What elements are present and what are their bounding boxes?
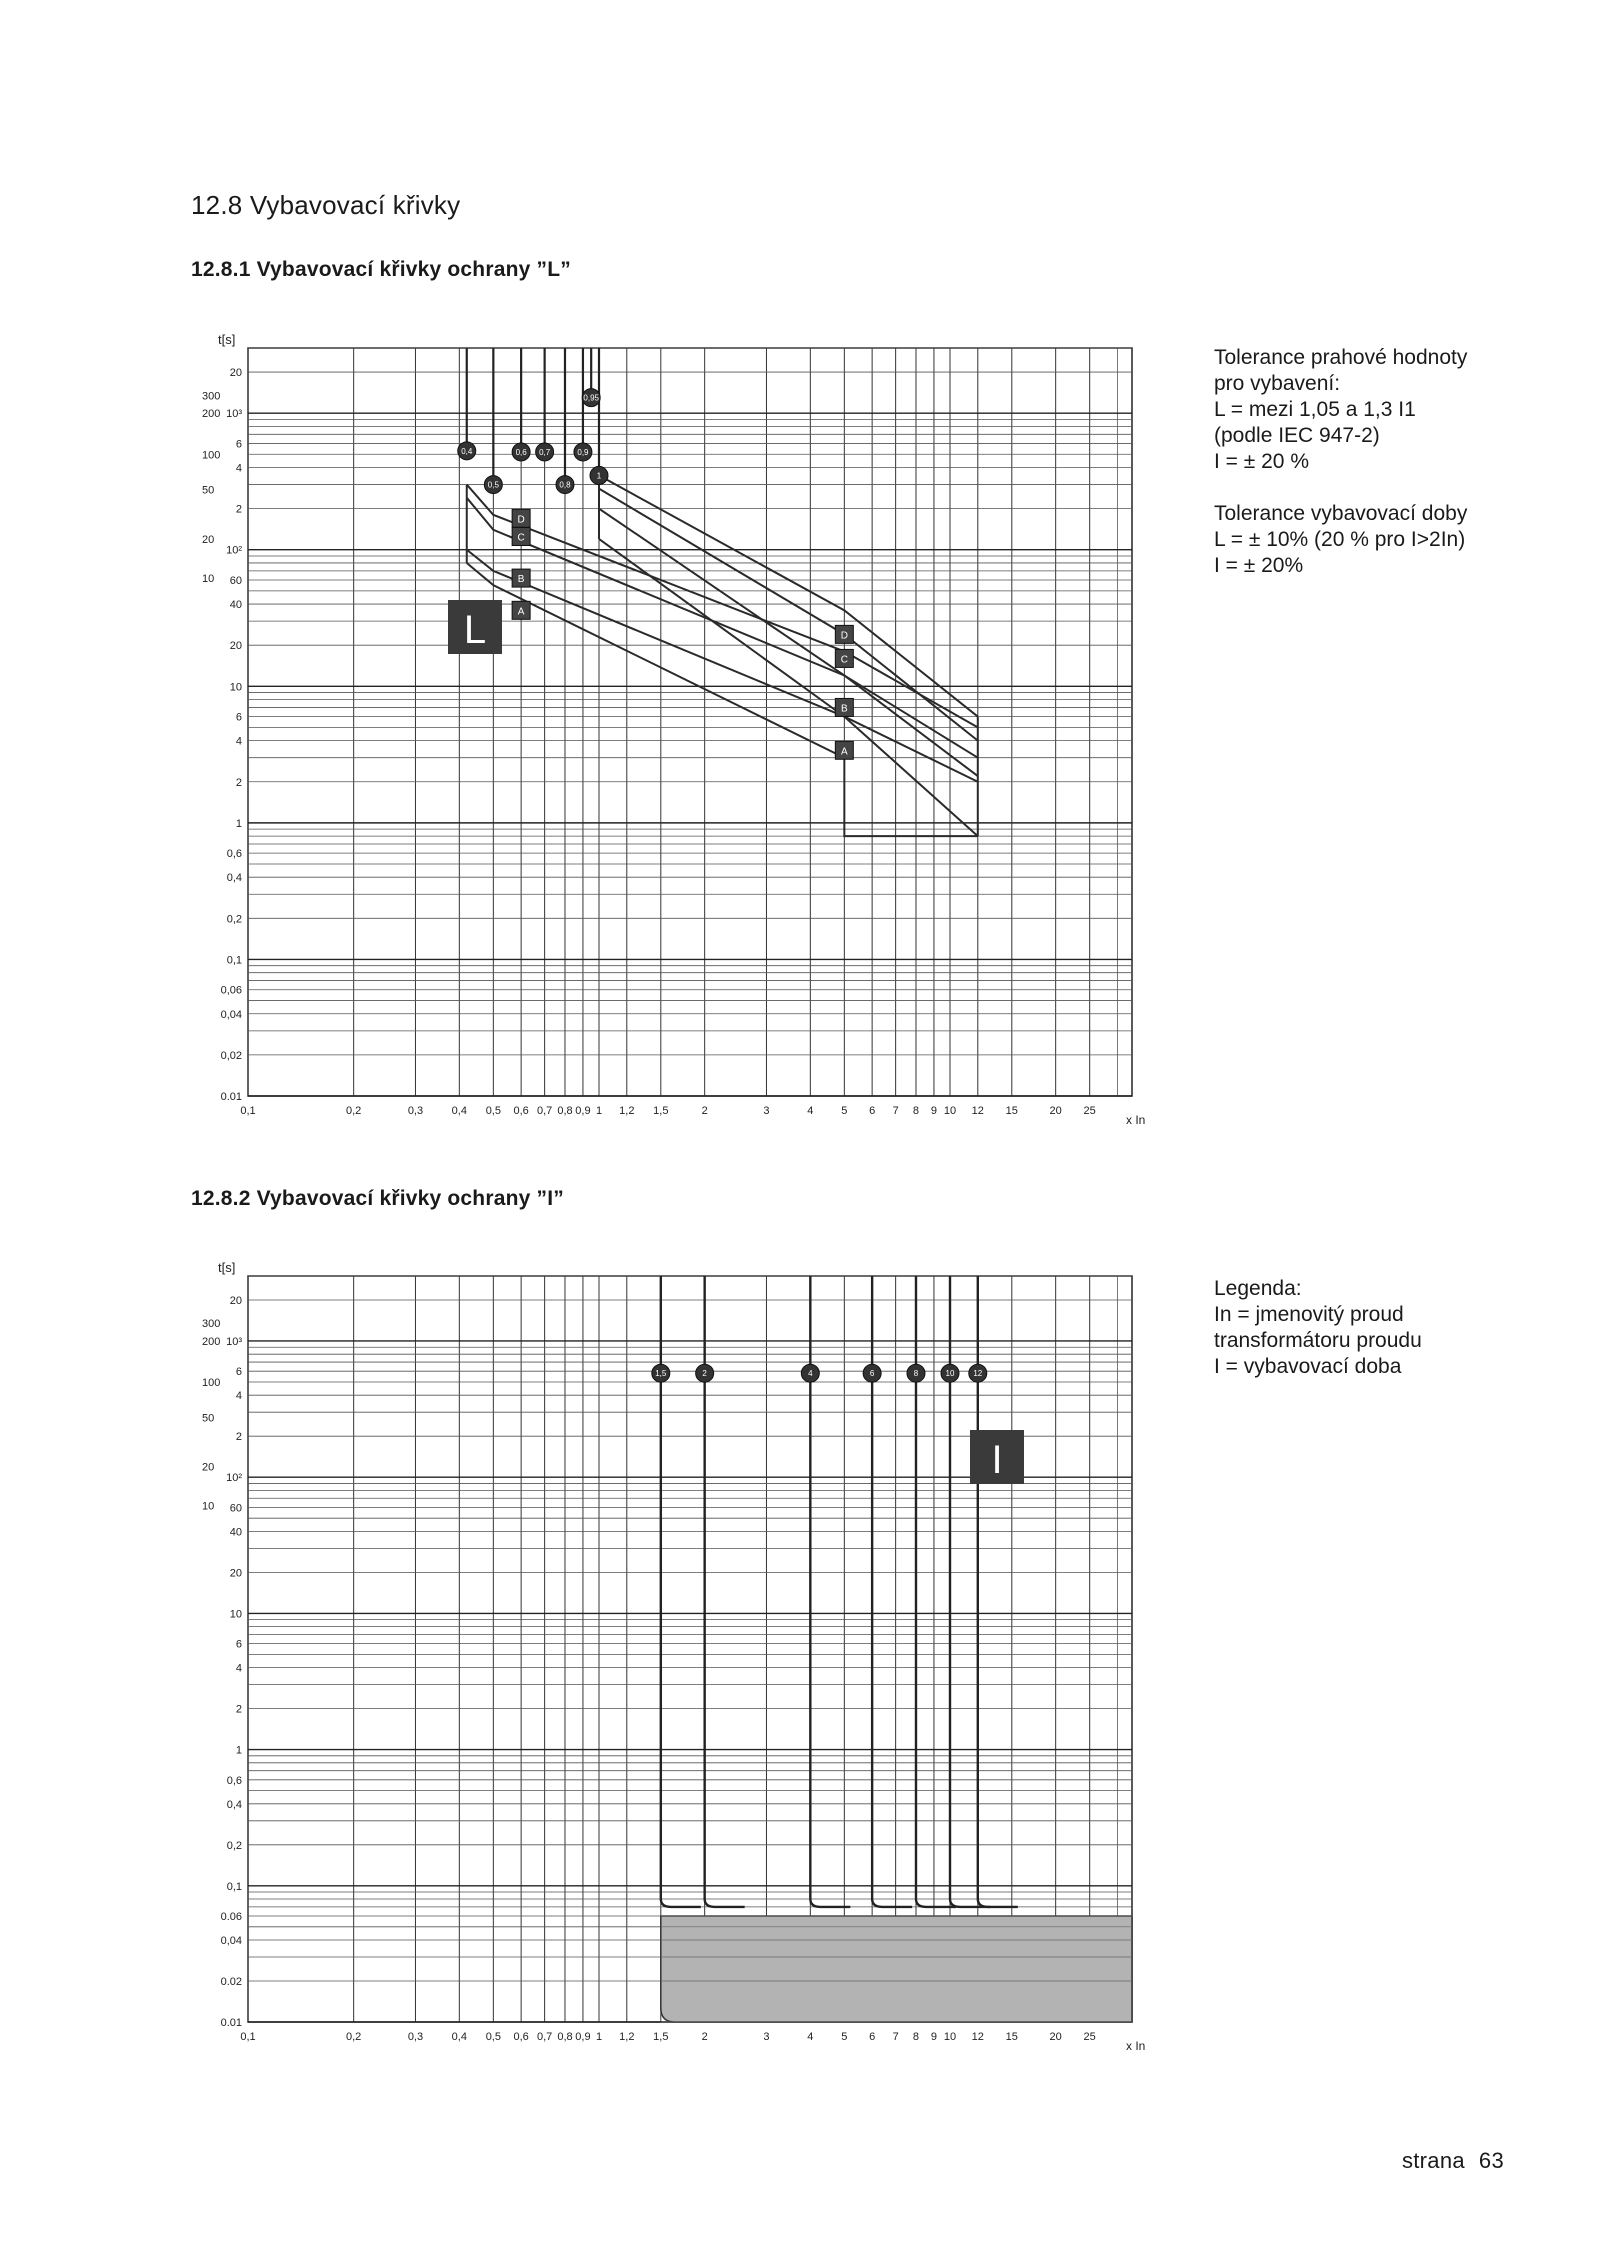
trip-curve-a-upper: [599, 539, 978, 836]
y-tick-label: 40: [229, 1526, 242, 1539]
x-tick-label: 0,1: [240, 2031, 256, 2043]
setting-marker-label: 1: [596, 471, 602, 481]
y-tick-label: 20: [229, 640, 242, 653]
y-tick-label: 10: [229, 1608, 242, 1621]
curve-label: D: [840, 630, 848, 642]
setting-marker-label: 10: [945, 1369, 955, 1379]
y-tick-label: 10³: [226, 408, 242, 421]
y-tick-label: 20: [229, 367, 242, 380]
x-tick-label: 7: [892, 1105, 899, 1117]
y-tick-label: 10: [229, 681, 242, 694]
x-tick-label: 4: [807, 1105, 814, 1117]
x-tick-label: 3: [763, 1105, 770, 1117]
x-tick-label: 9: [930, 1105, 938, 1117]
y-tick-label: 0.01: [220, 1091, 242, 1103]
x-tick-label: 1: [595, 2031, 603, 2043]
y-tick-label: 0,6: [226, 848, 242, 861]
note-line: L = mezi 1,05 a 1,3 I1: [1214, 398, 1416, 421]
x-tick-label: 0,7: [536, 1105, 553, 1117]
x-tick-label: 1,2: [619, 1105, 635, 1117]
x-tick-label: 0,4: [451, 1105, 467, 1117]
y-tick-label: 0,04: [220, 1008, 242, 1021]
x-tick-label: 15: [1005, 2031, 1018, 2043]
plot-frame: [248, 348, 1132, 1096]
y-tick-label: 2: [235, 1431, 242, 1444]
x-tick-label: 0,4: [451, 2031, 467, 2043]
setting-marker-label: 0,7: [539, 447, 551, 457]
y-tick-label: 0,1: [226, 1880, 242, 1893]
y-tick-label: 0,2: [226, 1839, 242, 1852]
chart-l-title: 12.8.1 Vybavovací křivky ochrany ”L”: [191, 258, 571, 281]
x-tick-label: 9: [930, 2031, 938, 2043]
x-tick-label: 8: [912, 1105, 920, 1117]
curve-label: B: [517, 574, 525, 586]
page-number: 63: [1478, 2148, 1504, 2173]
x-tick-label: 20: [1049, 2031, 1062, 2043]
x-tick-label: 12: [971, 2031, 984, 2043]
y-outer-label: 50: [202, 484, 215, 497]
y-tick-label: 6: [235, 711, 242, 724]
x-tick-label: 0,6: [513, 2031, 529, 2043]
x-tick-label: 0,2: [346, 2031, 362, 2043]
trip-curve-b: [467, 550, 978, 782]
note-line: pro vybavení:: [1214, 372, 1341, 395]
y-tick-label: 0,02: [220, 1049, 242, 1062]
x-tick-label: 20: [1049, 1105, 1062, 1117]
y-outer-label: 20: [202, 533, 215, 546]
y-outer-label: 100: [202, 449, 221, 462]
trip-curve-d: [467, 485, 978, 728]
x-tick-label: 6: [869, 2031, 876, 2043]
note-line: L = ± 10% (20 % pro I>2In): [1214, 528, 1466, 551]
x-tick-label: 2: [701, 1105, 708, 1117]
y-tick-label: 0,4: [226, 872, 242, 885]
setting-marker-label: 0,9: [577, 447, 589, 457]
setting-marker-label: 6: [869, 1369, 875, 1379]
plot-frame: [248, 1276, 1132, 2022]
note-line: I = ± 20 %: [1214, 450, 1309, 473]
note-line: Legenda:: [1214, 1277, 1302, 1300]
x-tick-label: 0,3: [407, 1105, 424, 1117]
y-outer-label: 10: [202, 573, 215, 586]
x-tick-label: 25: [1083, 2031, 1096, 2043]
y-outer-label: 100: [202, 1376, 221, 1389]
x-tick-label: 1,2: [619, 2031, 635, 2043]
x-tick-label: 0,5: [485, 2031, 501, 2043]
x-tick-label: 0,9: [575, 1105, 591, 1117]
band-label: I: [991, 1438, 1003, 1482]
y-tick-label: 10²: [226, 544, 242, 557]
y-tick-label: 6: [235, 438, 242, 451]
x-tick-label: 1: [595, 1105, 603, 1117]
trip-curve-c-upper: [599, 489, 978, 741]
y-tick-label: 6: [235, 1638, 242, 1651]
x-tick-label: 15: [1005, 1105, 1018, 1117]
setting-marker-label: 2: [702, 1369, 707, 1379]
setting-marker-label: 12: [973, 1369, 983, 1379]
x-tick-label: 0,5: [485, 1105, 501, 1117]
x-tick-label: 10: [943, 1105, 957, 1117]
setting-marker-label: 8: [913, 1369, 919, 1379]
chart-l: [202, 332, 1145, 1127]
y-tick-label: 4: [235, 1390, 242, 1403]
y-tick-label: 0.02: [220, 1975, 242, 1988]
y-tick-label: 40: [229, 599, 242, 612]
setting-marker-label: 1,5: [655, 1369, 667, 1379]
y-outer-label: 20: [202, 1461, 215, 1474]
x-tick-label: 0,3: [407, 2031, 424, 2043]
curve-label: A: [517, 606, 525, 618]
note-line: In = jmenovitý proud: [1214, 1303, 1404, 1326]
x-tick-label: 0,7: [536, 2031, 553, 2043]
y-tick-label: 0,6: [226, 1774, 242, 1787]
chart-i: [202, 1260, 1145, 2053]
x-tick-label: 0,2: [346, 1105, 362, 1117]
y-tick-label: 2: [235, 503, 242, 516]
y-outer-label: 200: [202, 408, 221, 421]
note-line: (podle IEC 947-2): [1214, 424, 1380, 447]
curve-label: B: [841, 703, 848, 715]
curve-label: C: [517, 532, 525, 544]
curve-label: C: [840, 654, 848, 666]
chart-i-title: 12.8.2 Vybavovací křivky ochrany ”I”: [191, 1187, 564, 1210]
x-tick-label: 25: [1083, 1105, 1096, 1117]
y-outer-label: 10: [202, 1500, 215, 1513]
threshold-tolerance-note: [1214, 345, 1467, 475]
band-label: L: [463, 608, 487, 652]
y-outer-label: 50: [202, 1412, 215, 1425]
note-line: transformátoru proudu: [1214, 1329, 1422, 1352]
y-outer-label: 300: [202, 1318, 221, 1331]
x-axis-label: x In: [1126, 1113, 1146, 1127]
time-tolerance-note: [1214, 501, 1467, 579]
x-tick-label: 1,5: [653, 2031, 669, 2043]
x-tick-label: 8: [912, 2031, 920, 2043]
setting-marker-label: 0,95: [583, 393, 599, 403]
setting-marker-label: 4: [808, 1369, 813, 1379]
y-tick-label: 0.06: [220, 1911, 242, 1924]
x-tick-label: 6: [869, 1105, 876, 1117]
y-tick-label: 0.01: [220, 2017, 242, 2029]
y-tick-label: 0,06: [220, 984, 242, 997]
setting-marker-label: 0,6: [515, 447, 527, 457]
y-tick-label: 1: [235, 1744, 242, 1757]
x-tick-label: 0,8: [557, 2031, 573, 2043]
page-label: strana: [1401, 2148, 1465, 2173]
y-tick-label: 60: [229, 1502, 242, 1515]
x-tick-label: 0,8: [557, 1105, 573, 1117]
y-tick-label: 20: [229, 1567, 242, 1580]
y-tick-label: 2: [235, 1703, 242, 1716]
tolerance-band: [661, 1916, 1132, 2022]
x-tick-label: 7: [892, 2031, 899, 2043]
x-tick-label: 4: [807, 2031, 814, 2043]
y-axis-label: t[s]: [218, 1260, 236, 1275]
chart-i-legend: [1214, 1276, 1422, 1406]
note-line: I = vybavovací doba: [1214, 1355, 1402, 1378]
y-tick-label: 10³: [226, 1335, 242, 1348]
note-line: Tolerance vybavovací doby: [1214, 502, 1468, 525]
y-tick-label: 4: [235, 1662, 242, 1675]
y-outer-label: 200: [202, 1335, 221, 1348]
x-tick-label: 0,9: [575, 2031, 591, 2043]
chart-l-notes: [1214, 345, 1467, 605]
trip-curve-b-upper: [599, 509, 978, 776]
x-tick-label: 0,1: [240, 1105, 256, 1117]
y-tick-label: 2: [235, 776, 242, 789]
note-line: I = ± 20%: [1214, 554, 1304, 577]
trip-curve-d-upper: [599, 475, 978, 716]
y-tick-label: 60: [229, 575, 242, 588]
y-axis-label: t[s]: [218, 332, 236, 347]
y-tick-label: 1: [235, 817, 242, 830]
y-tick-label: 4: [235, 462, 242, 475]
y-tick-label: 0,04: [220, 1934, 242, 1947]
y-tick-label: 10²: [226, 1472, 242, 1485]
setting-marker-label: 0,5: [487, 480, 499, 490]
x-tick-label: 2: [701, 2031, 708, 2043]
setting-marker-label: 0,8: [559, 480, 571, 490]
x-tick-label: 12: [971, 1105, 984, 1117]
curve-label: A: [841, 746, 848, 758]
x-tick-label: 5: [841, 1105, 848, 1117]
setting-marker-label: 0,4: [461, 446, 473, 456]
y-outer-label: 300: [202, 390, 221, 403]
note-line: Tolerance prahové hodnoty: [1214, 346, 1468, 369]
y-tick-label: 6: [235, 1366, 242, 1379]
y-tick-label: 0,2: [226, 913, 242, 926]
x-tick-label: 10: [943, 2031, 957, 2043]
y-tick-label: 0,1: [226, 954, 242, 967]
y-tick-label: 20: [229, 1294, 242, 1307]
y-tick-label: 0,4: [226, 1798, 242, 1811]
x-tick-label: 5: [841, 2031, 848, 2043]
curve-label: D: [517, 514, 525, 526]
y-tick-label: 4: [235, 735, 242, 748]
x-tick-label: 3: [763, 2031, 770, 2043]
x-tick-label: 1,5: [653, 1105, 669, 1117]
section-title: 12.8 Vybavovací křivky: [191, 190, 461, 220]
legend-note: [1214, 1276, 1422, 1380]
x-axis-label: x In: [1126, 2039, 1146, 2053]
x-tick-label: 0,6: [513, 1105, 529, 1117]
page-footer: [1402, 2148, 1504, 2174]
